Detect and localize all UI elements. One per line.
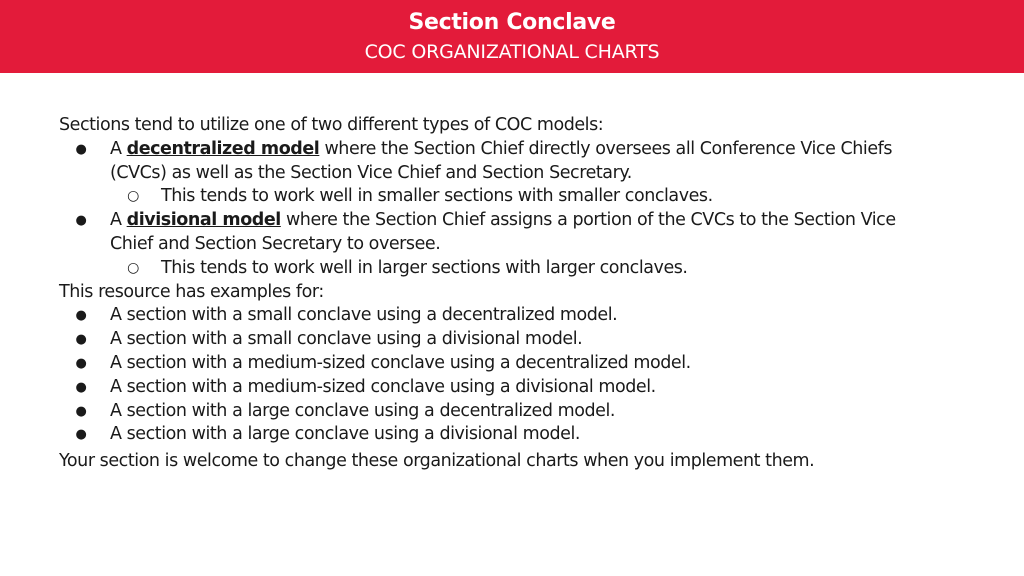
bullet-icon: ● [75,141,87,157]
slide-header [0,0,1024,73]
example-text: A section with a small conclave using a decentralized model. [110,305,618,326]
bullet-icon: ● [75,213,87,229]
example-text: A section with a small conclave using a divisional model. [110,329,583,350]
slide-body [59,114,959,474]
divisional-model-term: divisional model [126,210,281,231]
model-prefix: A [110,138,127,159]
examples-intro-text: This resource has examples for: [59,281,324,302]
intro-text: Sections tend to utilize one of two different types of COC models: [59,115,604,135]
bullet-icon: ● [75,355,87,371]
bullet-icon: ● [75,332,87,348]
list-item [59,328,959,352]
example-text: A section with a large conclave using a divisional model. [110,424,580,445]
list-item [59,423,959,447]
decentralized-model-term: decentralized model [126,138,320,159]
list-item-decentralized-model [59,138,959,186]
list-item [59,352,959,376]
list-item-divisional-model [59,209,959,257]
list-item-decentralized-note [59,185,959,209]
examples-list [59,304,959,447]
bullet-icon: ● [75,379,87,395]
sub-bullet-icon: ○ [127,259,139,276]
list-item-divisional-note [59,257,959,281]
list-item [59,376,959,400]
closing-text: Your section is welcome to change these organizational charts when you implement them. [59,451,815,472]
model-desc-line1: where the Section Chief assigns a portion of the CVCs to the Section Vice [280,210,896,231]
model-desc-line2: (CVCs) as well as the Section Vice Chief and Section Secretary. [110,162,632,183]
model-prefix: A [110,210,127,231]
bullet-icon: ● [75,308,87,324]
model-note: This tends to work well in larger sections with larger conclaves. [161,257,688,278]
slide-subtitle: COC ORGANIZATIONAL CHARTS [364,41,660,63]
model-desc-line1: where the Section Chief directly oversees all Conference Vice Chiefs [319,138,893,159]
example-text: A section with a medium-sized conclave using a divisional model. [110,376,656,397]
list-item [59,304,959,328]
model-desc-line2: Chief and Section Secretary to oversee. [110,233,441,254]
slide-title: Section Conclave [408,10,616,35]
bullet-icon: ● [75,427,87,443]
list-item [59,400,959,424]
example-text: A section with a large conclave using a decentralized model. [110,400,615,421]
sub-bullet-icon: ○ [127,188,139,205]
bullet-icon: ● [75,403,87,419]
model-list [59,138,959,281]
example-text: A section with a medium-sized conclave using a decentralized model. [110,352,691,373]
model-note: This tends to work well in smaller sections with smaller conclaves. [161,186,713,207]
